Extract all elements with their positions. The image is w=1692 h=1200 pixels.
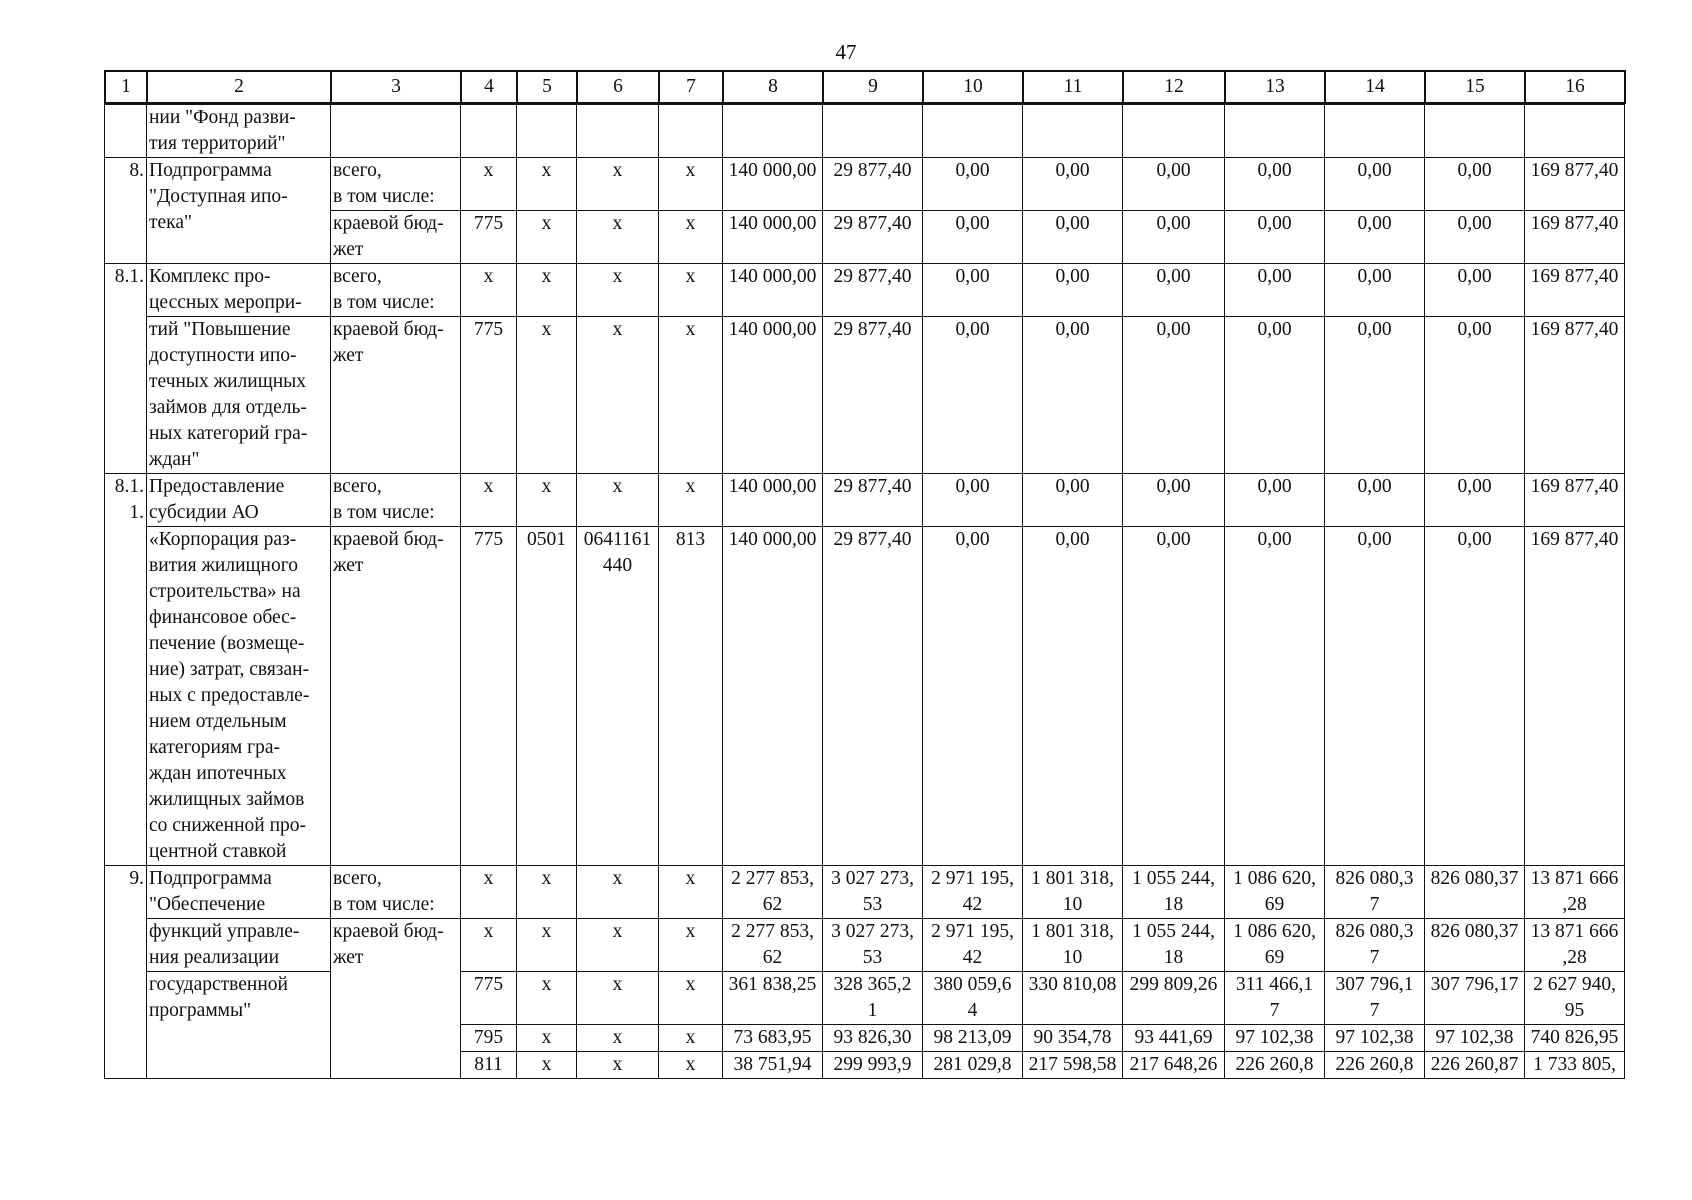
- amount-cell: 1 055 244, 18: [1123, 919, 1225, 972]
- code-cell: x: [517, 211, 577, 264]
- amount-cell: 2 277 853, 62: [723, 866, 823, 919]
- amount-cell: 29 877,40: [823, 527, 923, 866]
- header-row: [105, 71, 1625, 103]
- amount-cell: 226 260,87: [1425, 1052, 1525, 1079]
- amount-cell: 169 877,40: [1525, 527, 1625, 866]
- row-number-cell: [105, 105, 147, 158]
- funding-source-cell: всего, в том числе:: [331, 264, 461, 317]
- table-row: [105, 105, 1625, 158]
- amount-cell: 0,00: [1425, 527, 1525, 866]
- amount-cell: 0,00: [1225, 158, 1325, 211]
- amount-cell: 38 751,94: [723, 1052, 823, 1079]
- table-row: [105, 474, 1625, 527]
- amount-cell: 29 877,40: [823, 158, 923, 211]
- header-cell: 1: [105, 71, 147, 103]
- amount-cell: 169 877,40: [1525, 317, 1625, 474]
- item-name-cell: государственной программы": [147, 972, 331, 1079]
- amount-cell: 29 877,40: [823, 474, 923, 527]
- amount-cell: [1023, 105, 1123, 158]
- amount-cell: 0,00: [1123, 527, 1225, 866]
- code-cell: x: [517, 1052, 577, 1079]
- amount-cell: 1 086 620, 69: [1225, 919, 1325, 972]
- amount-cell: 0,00: [1023, 158, 1123, 211]
- amount-cell: 3 027 273, 53: [823, 866, 923, 919]
- table-row: [105, 264, 1625, 317]
- table-row: [105, 527, 1625, 866]
- column-number-header: [104, 70, 1626, 104]
- amount-cell: 0,00: [1425, 317, 1525, 474]
- amount-cell: [723, 105, 823, 158]
- code-cell: x: [517, 264, 577, 317]
- amount-cell: 0,00: [1225, 474, 1325, 527]
- code-cell: x: [577, 1052, 659, 1079]
- amount-cell: [1325, 105, 1425, 158]
- code-cell: x: [577, 158, 659, 211]
- amount-cell: 740 826,95: [1525, 1025, 1625, 1052]
- amount-cell: 140 000,00: [723, 474, 823, 527]
- code-cell: x: [659, 474, 723, 527]
- code-cell: x: [577, 474, 659, 527]
- amount-cell: 0,00: [1425, 158, 1525, 211]
- item-name-cell: Комплекс про- цессных меропри-: [147, 264, 331, 317]
- code-cell: x: [659, 866, 723, 919]
- code-cell: x: [659, 919, 723, 972]
- code-cell: x: [517, 317, 577, 474]
- amount-cell: 0,00: [1123, 211, 1225, 264]
- code-cell: x: [577, 317, 659, 474]
- code-cell: x: [659, 264, 723, 317]
- code-cell: x: [461, 158, 517, 211]
- budget-table: [104, 104, 1625, 1079]
- item-name-cell: «Корпорация раз- вития жилищного строительства» на финансовое обес- печение (возмеще- ние) затрат, связан- ных с предоставле- нием отдельным категориям гра- ждан ипотечных жилищных займов со сниженной про- центной ставкой: [147, 527, 331, 866]
- amount-cell: 0,00: [1325, 317, 1425, 474]
- amount-cell: 0,00: [923, 211, 1023, 264]
- amount-cell: 0,00: [1425, 474, 1525, 527]
- amount-cell: 2 971 195, 42: [923, 866, 1023, 919]
- code-cell: x: [461, 919, 517, 972]
- code-cell: x: [461, 866, 517, 919]
- amount-cell: 0,00: [1225, 317, 1325, 474]
- amount-cell: 226 260,8: [1225, 1052, 1325, 1079]
- amount-cell: 311 466,1 7: [1225, 972, 1325, 1025]
- header-cell: 13: [1225, 71, 1325, 103]
- header-cell: 8: [723, 71, 823, 103]
- amount-cell: 0,00: [1225, 527, 1325, 866]
- amount-cell: 826 080,37: [1425, 919, 1525, 972]
- amount-cell: 328 365,2 1: [823, 972, 923, 1025]
- header-cell: 6: [577, 71, 659, 103]
- code-cell: x: [517, 866, 577, 919]
- code-cell: [517, 105, 577, 158]
- amount-cell: 169 877,40: [1525, 474, 1625, 527]
- row-number-cell: 8.1.: [105, 264, 147, 474]
- table-row: [105, 866, 1625, 919]
- funding-source-cell: краевой бюд- жет: [331, 317, 461, 474]
- code-cell: x: [659, 158, 723, 211]
- code-cell: 775: [461, 527, 517, 866]
- item-name-cell: Подпрограмма "Доступная ипо- тека": [147, 158, 331, 264]
- amount-cell: 0,00: [1425, 264, 1525, 317]
- code-cell: x: [577, 866, 659, 919]
- amount-cell: 13 871 666 ,28: [1525, 866, 1625, 919]
- amount-cell: 0,00: [923, 317, 1023, 474]
- item-name-cell: Подпрограмма "Обеспечение: [147, 866, 331, 919]
- item-name-cell: тий "Повышение доступности ипо- течных жилищных займов для отдель- ных категорий гра- ждан": [147, 317, 331, 474]
- code-cell: x: [517, 474, 577, 527]
- amount-cell: 73 683,95: [723, 1025, 823, 1052]
- amount-cell: 0,00: [923, 264, 1023, 317]
- amount-cell: 0,00: [1325, 211, 1425, 264]
- amount-cell: 2 627 940, 95: [1525, 972, 1625, 1025]
- amount-cell: 1 733 805,: [1525, 1052, 1625, 1079]
- table-row: [105, 158, 1625, 211]
- amount-cell: 29 877,40: [823, 211, 923, 264]
- amount-cell: 307 796,17: [1425, 972, 1525, 1025]
- amount-cell: 0,00: [1023, 474, 1123, 527]
- amount-cell: 281 029,8: [923, 1052, 1023, 1079]
- amount-cell: 0,00: [1325, 527, 1425, 866]
- header-cell: 4: [461, 71, 517, 103]
- amount-cell: 0,00: [1325, 474, 1425, 527]
- code-cell: [659, 105, 723, 158]
- amount-cell: 217 648,26: [1123, 1052, 1225, 1079]
- code-cell: x: [461, 474, 517, 527]
- amount-cell: 29 877,40: [823, 264, 923, 317]
- code-cell: x: [659, 211, 723, 264]
- funding-source-cell: всего, в том числе:: [331, 474, 461, 527]
- header-cell: 16: [1525, 71, 1625, 103]
- amount-cell: 97 102,38: [1225, 1025, 1325, 1052]
- amount-cell: 3 027 273, 53: [823, 919, 923, 972]
- header-cell: 7: [659, 71, 723, 103]
- amount-cell: [1525, 105, 1625, 158]
- header-cell: 2: [147, 71, 331, 103]
- amount-cell: 140 000,00: [723, 264, 823, 317]
- amount-cell: 330 810,08: [1023, 972, 1123, 1025]
- amount-cell: 29 877,40: [823, 317, 923, 474]
- code-cell: x: [517, 972, 577, 1025]
- code-cell: x: [577, 211, 659, 264]
- amount-cell: 0,00: [1123, 474, 1225, 527]
- amount-cell: [1425, 105, 1525, 158]
- code-cell: x: [577, 919, 659, 972]
- amount-cell: [1225, 105, 1325, 158]
- amount-cell: 226 260,8: [1325, 1052, 1425, 1079]
- row-number-cell: 8.: [105, 158, 147, 264]
- amount-cell: 299 993,9: [823, 1052, 923, 1079]
- header-cell: 15: [1425, 71, 1525, 103]
- amount-cell: 2 277 853, 62: [723, 919, 823, 972]
- amount-cell: 217 598,58: [1023, 1052, 1123, 1079]
- amount-cell: 0,00: [923, 527, 1023, 866]
- amount-cell: 140 000,00: [723, 317, 823, 474]
- amount-cell: 0,00: [1425, 211, 1525, 264]
- code-cell: x: [659, 1052, 723, 1079]
- code-cell: x: [517, 158, 577, 211]
- amount-cell: 1 801 318, 10: [1023, 919, 1123, 972]
- row-number-cell: 8.1. 1.: [105, 474, 147, 866]
- item-name-cell: функций управле- ния реализации: [147, 919, 331, 972]
- amount-cell: 0,00: [1325, 264, 1425, 317]
- amount-cell: 0,00: [1225, 264, 1325, 317]
- header-cell: 12: [1123, 71, 1225, 103]
- header-cell: 11: [1023, 71, 1123, 103]
- code-cell: x: [659, 1025, 723, 1052]
- header-cell: 5: [517, 71, 577, 103]
- amount-cell: 826 080,37: [1425, 866, 1525, 919]
- amount-cell: 0,00: [1023, 211, 1123, 264]
- amount-cell: 0,00: [1023, 317, 1123, 474]
- code-cell: x: [517, 919, 577, 972]
- amount-cell: [1123, 105, 1225, 158]
- amount-cell: 826 080,3 7: [1325, 919, 1425, 972]
- amount-cell: 0,00: [1225, 211, 1325, 264]
- code-cell: x: [577, 972, 659, 1025]
- code-cell: 775: [461, 317, 517, 474]
- amount-cell: 0,00: [923, 158, 1023, 211]
- funding-source-cell: [331, 105, 461, 158]
- amount-cell: 380 059,6 4: [923, 972, 1023, 1025]
- funding-source-cell: краевой бюд- жет: [331, 919, 461, 1079]
- amount-cell: 0,00: [1023, 264, 1123, 317]
- header-cell: 3: [331, 71, 461, 103]
- code-cell: x: [577, 1025, 659, 1052]
- header-cell: 10: [923, 71, 1023, 103]
- table-row: [105, 317, 1625, 474]
- code-cell: 775: [461, 972, 517, 1025]
- amount-cell: 140 000,00: [723, 527, 823, 866]
- code-cell: x: [517, 1025, 577, 1052]
- amount-cell: 97 102,38: [1325, 1025, 1425, 1052]
- amount-cell: 0,00: [1123, 158, 1225, 211]
- amount-cell: 98 213,09: [923, 1025, 1023, 1052]
- amount-cell: 361 838,25: [723, 972, 823, 1025]
- amount-cell: 0,00: [1123, 264, 1225, 317]
- code-cell: 813: [659, 527, 723, 866]
- funding-source-cell: краевой бюд- жет: [331, 211, 461, 264]
- code-cell: [461, 105, 517, 158]
- code-cell: 811: [461, 1052, 517, 1079]
- item-name-cell: нии "Фонд разви- тия территорий": [147, 105, 331, 158]
- amount-cell: 1 055 244, 18: [1123, 866, 1225, 919]
- page-number: 47: [835, 40, 857, 64]
- amount-cell: [923, 105, 1023, 158]
- amount-cell: 1 801 318, 10: [1023, 866, 1123, 919]
- amount-cell: 1 086 620, 69: [1225, 866, 1325, 919]
- code-cell: x: [461, 264, 517, 317]
- funding-source-cell: краевой бюд- жет: [331, 527, 461, 866]
- header-cell: 14: [1325, 71, 1425, 103]
- amount-cell: 0,00: [1123, 317, 1225, 474]
- code-cell: [577, 105, 659, 158]
- row-number-cell: 9.: [105, 866, 147, 1079]
- amount-cell: 299 809,26: [1123, 972, 1225, 1025]
- amount-cell: 140 000,00: [723, 211, 823, 264]
- amount-cell: 169 877,40: [1525, 264, 1625, 317]
- amount-cell: 2 971 195, 42: [923, 919, 1023, 972]
- amount-cell: 307 796,1 7: [1325, 972, 1425, 1025]
- code-cell: 795: [461, 1025, 517, 1052]
- funding-source-cell: всего, в том числе:: [331, 158, 461, 211]
- code-cell: 0501: [517, 527, 577, 866]
- item-name-cell: Предоставление субсидии АО: [147, 474, 331, 527]
- table-row: [105, 211, 1625, 264]
- amount-cell: 0,00: [1023, 527, 1123, 866]
- amount-cell: 0,00: [923, 474, 1023, 527]
- header-cell: 9: [823, 71, 923, 103]
- amount-cell: 169 877,40: [1525, 211, 1625, 264]
- amount-cell: 97 102,38: [1425, 1025, 1525, 1052]
- code-cell: 775: [461, 211, 517, 264]
- amount-cell: 13 871 666 ,28: [1525, 919, 1625, 972]
- table-row: [105, 919, 1625, 972]
- funding-source-cell: всего, в том числе:: [331, 866, 461, 919]
- amount-cell: 826 080,3 7: [1325, 866, 1425, 919]
- code-cell: 0641161 440: [577, 527, 659, 866]
- amount-cell: [823, 105, 923, 158]
- amount-cell: 169 877,40: [1525, 158, 1625, 211]
- amount-cell: 93 441,69: [1123, 1025, 1225, 1052]
- amount-cell: 93 826,30: [823, 1025, 923, 1052]
- amount-cell: 0,00: [1325, 158, 1425, 211]
- amount-cell: 140 000,00: [723, 158, 823, 211]
- code-cell: x: [577, 264, 659, 317]
- code-cell: x: [659, 317, 723, 474]
- amount-cell: 90 354,78: [1023, 1025, 1123, 1052]
- code-cell: x: [659, 972, 723, 1025]
